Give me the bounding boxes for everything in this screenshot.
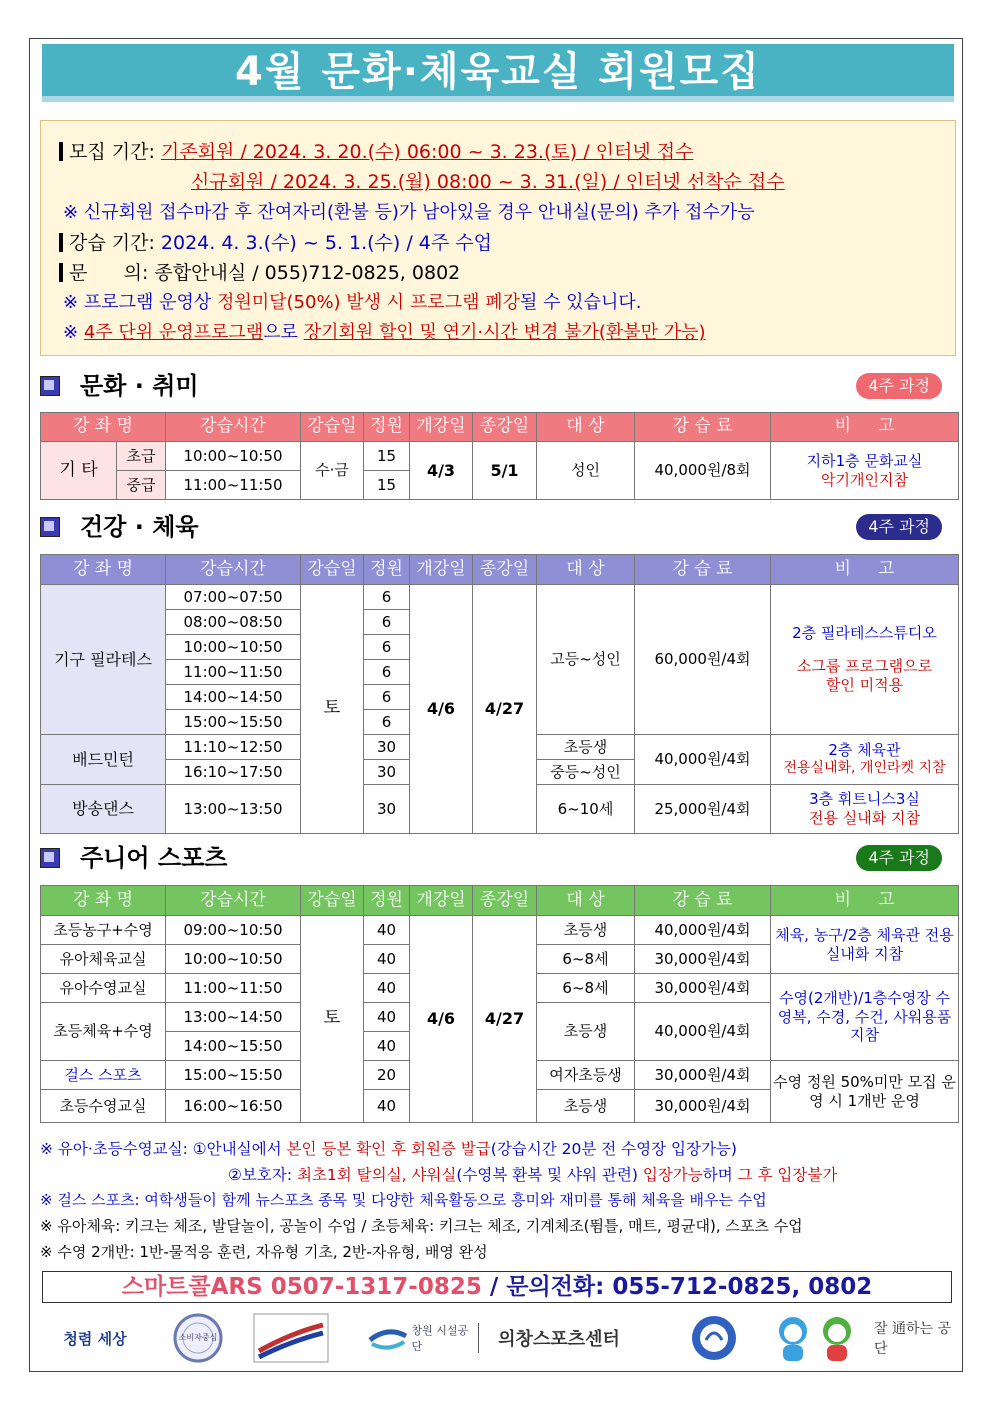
header-end: 종강일 <box>473 555 537 585</box>
header-capacity: 정원 <box>364 886 410 916</box>
logo-changwon: 창원 시설공단 <box>368 1312 478 1364</box>
table-row: 15:00~15:50 6 <box>41 710 959 735</box>
logo-ccm: 소비자중심 <box>172 1312 224 1364</box>
header-start: 개강일 <box>410 555 473 585</box>
table-junior <box>40 885 959 1123</box>
header-day: 강습일 <box>301 413 364 442</box>
title-banner <box>42 44 954 102</box>
contact-phone: / 문의전화: 055-712-0825, 0802 <box>481 1274 873 1300</box>
badge-junior: 4주 과정 <box>856 845 942 871</box>
section-square-icon <box>40 848 60 868</box>
logo-award <box>252 1312 330 1364</box>
header-time: 강습시간 <box>166 413 301 442</box>
header-name: 강 좌 명 <box>41 886 166 916</box>
table-health <box>40 554 959 834</box>
table-row: 11:00~11:50 6 <box>41 660 959 685</box>
table-row: 배드민턴 11:10~12:50 30 초등생 40,000원/4회 2층 체육관 전용실내화, 개인라켓 지참 <box>41 735 959 760</box>
footer-note-girls: ※ 걸스 스포츠: 여학생들이 함께 뉴스포츠 종목 및 다양한 체육활동으로 흥미와 재미를 통해 체육을 배우는 수업 <box>40 1191 767 1209</box>
header-time: 강습시간 <box>166 886 301 916</box>
logo-clean-world: 청렴 세상 <box>63 1329 127 1348</box>
section-health-header <box>40 511 950 543</box>
logo-mascots <box>760 1312 870 1364</box>
header-fee: 강 습 료 <box>635 886 771 916</box>
table-row: 14:00~14:50 6 <box>41 685 959 710</box>
table-row: 걸스 스포츠 15:00~15:50 20 여자초등생 30,000원/4회 수영 정원 50%미만 모집 운영 시 1개반 운영 <box>41 1061 959 1090</box>
table-row: 10:00~10:50 6 <box>41 635 959 660</box>
table-row: 초등수영교실 16:00~16:50 40 초등생 30,000원/4회 <box>41 1090 959 1123</box>
header-name: 강 좌 명 <box>41 413 166 442</box>
table-row: 초등체육+수영 13:00~14:50 40 초등생 40,000원/4회 <box>41 1003 959 1032</box>
bullet-bar-icon <box>59 142 63 161</box>
section-health-title: 건강 · 체육 <box>80 513 199 541</box>
header-target: 대 상 <box>537 886 635 916</box>
table-culture <box>40 412 959 500</box>
footer-note-kids: ※ 유아체육: 키크는 체조, 발달놀이, 공놀이 수업 / 초등체육: 키크는 체조, 기계체조(뜀틀, 매트, 평균대), 스포츠 수업 <box>40 1217 803 1235</box>
changwon-swoosh-icon <box>368 1326 408 1350</box>
header-end: 종강일 <box>473 886 537 916</box>
section-square-icon <box>40 376 60 396</box>
footer-note-swim-1: ※ 유아·초등수영교실: ①안내실에서 본인 등본 확인 후 회원증 발급(강습시간 20분 전 수영장 입장가능) <box>40 1140 737 1158</box>
section-culture-title: 문화 · 취미 <box>80 372 199 400</box>
badge-culture: 4주 과정 <box>856 373 942 399</box>
bullet-bar-icon <box>59 263 63 282</box>
table-row: 유아수영교실 11:00~11:50 40 6~8세 30,000원/4회 수영(2개반)/1층수영장 수영복, 수경, 수건, 사워용품 지참 <box>41 974 959 1003</box>
logo-strip <box>40 1312 954 1364</box>
bullet-bar-icon <box>59 233 63 252</box>
recruit-line-existing: 기존회원 / 2024. 3. 20.(수) 06:00 ~ 3. 23.(토) / 인터넷 접수 <box>160 141 694 163</box>
header-target: 대 상 <box>537 413 635 442</box>
warning-no-change: ※ 4주 단위 운영프로그램으로 장기회원 할인 및 연기·시간 변경 불가(환불만 가능) <box>63 322 706 343</box>
table-row: 중급 11:00~11:50 15 <box>41 471 959 500</box>
header-day: 강습일 <box>301 886 364 916</box>
logo-uichang-sports: 의창스포츠센터 <box>478 1323 639 1353</box>
logo-slogan: 잘 通하는 공단 <box>874 1321 951 1357</box>
header-capacity: 정원 <box>364 413 410 442</box>
table-row: 유아체육교실 10:00~10:50 40 6~8세 30,000원/4회 <box>41 945 959 974</box>
header-time: 강습시간 <box>166 555 301 585</box>
warning-closure: ※ 프로그램 운영상 정원미달(50%) 발생 시 프로그램 폐강될 수 있습니다. <box>63 292 642 313</box>
table-row: 방송댄스 13:00~13:50 30 6~10세 25,000원/4회 3층 휘트니스3실 전용 실내화 지참 <box>41 785 959 834</box>
table-row: 기구 필라테스 07:00~07:50 토 6 4/6 4/27 고등~성인 60,000원/4회 2층 필라테스스튜디오 소그룹 프로그램으로 할인 미적용 <box>41 585 959 610</box>
section-junior-title: 주니어 스포츠 <box>80 844 228 872</box>
header-note: 비 고 <box>771 413 959 442</box>
header-start: 개강일 <box>410 886 473 916</box>
table-row: 초등농구+수영 09:00~10:50 토 40 4/6 4/27 초등생 40,000원/4회 체육, 농구/2층 체육관 전용 실내화 지참 <box>41 916 959 945</box>
header-target: 대 상 <box>537 555 635 585</box>
course-period: 강습 기간: 2024. 4. 3.(수) ~ 5. 1.(수) / 4주 수업 <box>59 228 492 255</box>
recruit-line-new: 신규회원 / 2024. 3. 25.(월) 08:00 ~ 3. 31.(일) / 인터넷 선착순 접수 <box>191 171 785 193</box>
contact-info: 문 의: 종합안내실 / 055)712-0825, 0802 <box>59 258 460 285</box>
section-culture-header <box>40 370 950 402</box>
badge-health: 4주 과정 <box>856 514 942 540</box>
table-row: 14:00~15:50 40 <box>41 1032 959 1061</box>
mascot-characters-icon <box>765 1313 865 1363</box>
header-note: 비 고 <box>771 886 959 916</box>
logo-human-rights <box>688 1312 740 1364</box>
header-start: 개강일 <box>410 413 473 442</box>
footer-note-swim-classes: ※ 수영 2개반: 1반-물적응 훈련, 자유형 기초, 2반-자유형, 배영 완성 <box>40 1243 488 1261</box>
table-row: 기 타 초급 10:00~10:50 수·금 15 4/3 5/1 성인 40,000원/8회 지하1층 문화교실 악기개인지참 <box>41 442 959 471</box>
ars-number: 스마트콜ARS 0507-1317-0825 <box>121 1274 482 1300</box>
recruit-note: ※ 신규회원 접수마감 후 잔여자리(환불 등)가 남아있을 경우 안내실(문의) 추가 접수가능 <box>63 202 755 223</box>
recruit-period: 모집 기간: 기존회원 / 2024. 3. 20.(수) 06:00 ~ 3. 23.(토) / 인터넷 접수 <box>59 137 693 164</box>
header-fee: 강 습 료 <box>635 413 771 442</box>
header-name: 강 좌 명 <box>41 555 166 585</box>
header-capacity: 정원 <box>364 555 410 585</box>
section-square-icon <box>40 517 60 537</box>
header-day: 강습일 <box>301 555 364 585</box>
section-junior-header <box>40 842 950 874</box>
header-end: 종강일 <box>473 413 537 442</box>
page-title: 4월 문화·체육교실 회원모집 <box>235 49 761 95</box>
table-row: 08:00~08:50 6 <box>41 610 959 635</box>
contact-ars-box <box>42 1271 952 1303</box>
header-note: 비 고 <box>771 555 959 585</box>
human-rights-seal-icon <box>690 1314 738 1362</box>
award-emblem-icon <box>253 1313 329 1363</box>
footer-note-swim-2: ②보호자: 최초1회 탈의실, 샤워실(수영복 환복 및 샤워 관련) 입장가능하며 그 후 입장불가 <box>228 1166 838 1184</box>
header-fee: 강 습 료 <box>635 555 771 585</box>
notice-box <box>40 120 956 356</box>
table-row: 16:10~17:50 30 중등~성인 <box>41 760 959 785</box>
